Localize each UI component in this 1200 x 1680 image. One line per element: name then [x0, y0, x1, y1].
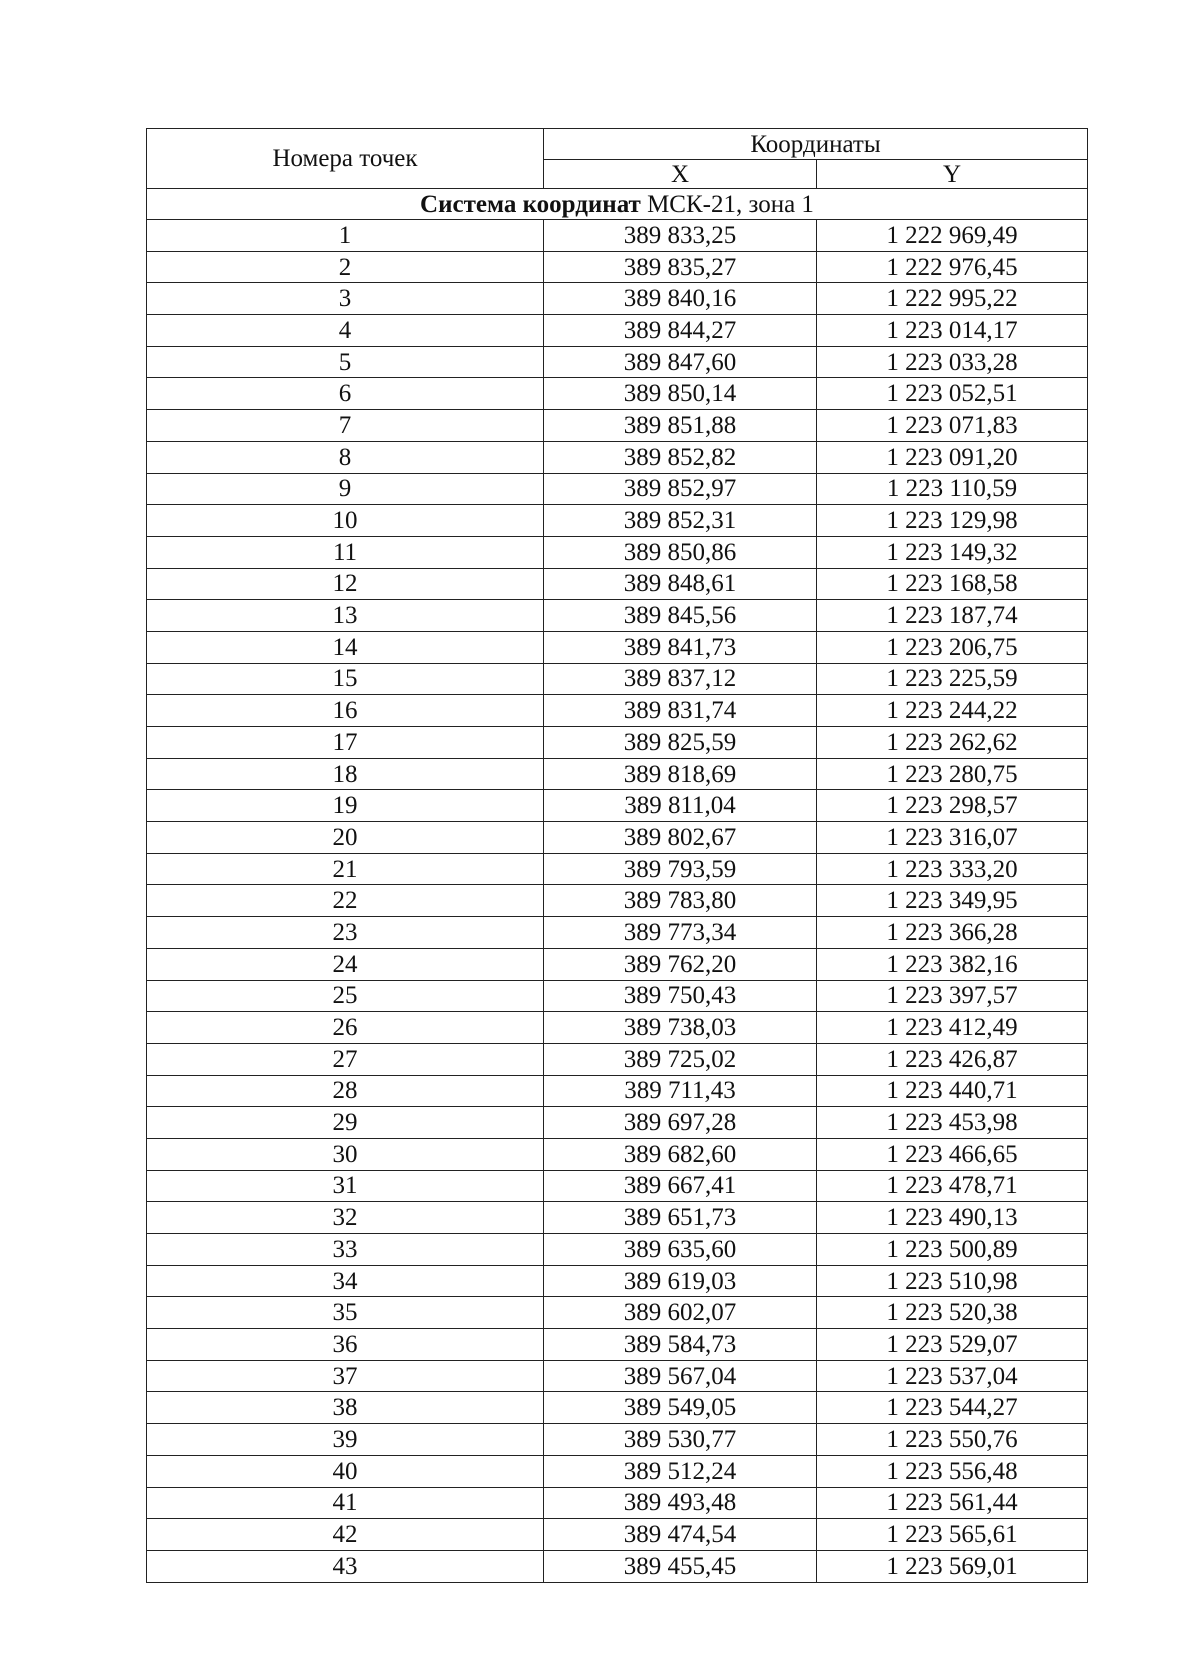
- point-number-cell: 12: [147, 568, 544, 600]
- x-coordinate-cell: 389 619,03: [544, 1265, 817, 1297]
- table-row: [147, 1519, 1088, 1551]
- y-coordinate-cell: 1 223 052,51: [817, 378, 1088, 410]
- x-coordinate-cell: 389 635,60: [544, 1234, 817, 1266]
- table-row: [147, 663, 1088, 695]
- point-number-cell: 32: [147, 1202, 544, 1234]
- y-coordinate-cell: 1 223 333,20: [817, 853, 1088, 885]
- y-coordinate-cell: 1 223 071,83: [817, 410, 1088, 442]
- x-coordinate-cell: 389 455,45: [544, 1550, 817, 1582]
- x-coordinate-cell: 389 841,73: [544, 631, 817, 663]
- y-coordinate-cell: 1 223 556,48: [817, 1455, 1088, 1487]
- table-row: [147, 917, 1088, 949]
- point-number-cell: 27: [147, 1043, 544, 1075]
- x-coordinate-cell: 389 773,34: [544, 917, 817, 949]
- x-coordinate-cell: 389 738,03: [544, 1012, 817, 1044]
- table-row: [147, 1392, 1088, 1424]
- point-number-cell: 21: [147, 853, 544, 885]
- x-coordinate-cell: 389 850,86: [544, 536, 817, 568]
- x-coordinate-cell: 389 725,02: [544, 1043, 817, 1075]
- table-row: [147, 283, 1088, 315]
- x-coordinate-cell: 389 651,73: [544, 1202, 817, 1234]
- y-coordinate-cell: 1 223 091,20: [817, 441, 1088, 473]
- table-row: [147, 980, 1088, 1012]
- point-number-cell: 2: [147, 251, 544, 283]
- coordinates-header: Координаты: [544, 129, 1088, 160]
- point-number-cell: 37: [147, 1360, 544, 1392]
- table-row: [147, 346, 1088, 378]
- point-number-cell: 22: [147, 885, 544, 917]
- point-number-cell: 28: [147, 1075, 544, 1107]
- point-number-cell: 41: [147, 1487, 544, 1519]
- point-number-cell: 29: [147, 1107, 544, 1139]
- point-number-cell: 18: [147, 758, 544, 790]
- y-coordinate-cell: 1 223 280,75: [817, 758, 1088, 790]
- table-row: [147, 220, 1088, 252]
- point-number-cell: 11: [147, 536, 544, 568]
- y-coordinate-cell: 1 223 316,07: [817, 822, 1088, 854]
- y-coordinate-cell: 1 223 366,28: [817, 917, 1088, 949]
- x-coordinate-cell: 389 845,56: [544, 600, 817, 632]
- y-coordinate-cell: 1 223 014,17: [817, 315, 1088, 347]
- point-number-cell: 19: [147, 790, 544, 822]
- x-coordinate-cell: 389 835,27: [544, 251, 817, 283]
- x-coordinate-cell: 389 848,61: [544, 568, 817, 600]
- point-number-cell: 42: [147, 1519, 544, 1551]
- table-row: [147, 727, 1088, 759]
- x-coordinate-cell: 389 783,80: [544, 885, 817, 917]
- table-row: [147, 1138, 1088, 1170]
- point-number-cell: 20: [147, 822, 544, 854]
- y-coordinate-cell: 1 222 976,45: [817, 251, 1088, 283]
- coordinate-system-row: [147, 189, 1088, 220]
- y-coordinate-cell: 1 223 187,74: [817, 600, 1088, 632]
- y-coordinate-cell: 1 223 478,71: [817, 1170, 1088, 1202]
- point-number-cell: 23: [147, 917, 544, 949]
- table-row: [147, 695, 1088, 727]
- table-row: [147, 885, 1088, 917]
- point-number-cell: 34: [147, 1265, 544, 1297]
- x-coordinate-cell: 389 852,31: [544, 505, 817, 537]
- point-number-cell: 17: [147, 727, 544, 759]
- y-coordinate-cell: 1 223 110,59: [817, 473, 1088, 505]
- x-coordinate-cell: 389 667,41: [544, 1170, 817, 1202]
- table-row: [147, 1234, 1088, 1266]
- y-coordinate-cell: 1 223 510,98: [817, 1265, 1088, 1297]
- point-number-cell: 10: [147, 505, 544, 537]
- x-coordinate-cell: 389 851,88: [544, 410, 817, 442]
- table-row: [147, 1424, 1088, 1456]
- y-coordinate-cell: 1 223 550,76: [817, 1424, 1088, 1456]
- point-number-cell: 9: [147, 473, 544, 505]
- table-row: [147, 1455, 1088, 1487]
- point-number-cell: 33: [147, 1234, 544, 1266]
- y-coordinate-cell: 1 223 466,65: [817, 1138, 1088, 1170]
- y-coordinate-cell: 1 223 206,75: [817, 631, 1088, 663]
- x-coordinate-cell: 389 750,43: [544, 980, 817, 1012]
- table-row: [147, 473, 1088, 505]
- points-number-header: Номера точек: [147, 129, 544, 189]
- y-coordinate-cell: 1 223 569,01: [817, 1550, 1088, 1582]
- x-coordinate-cell: 389 602,07: [544, 1297, 817, 1329]
- point-number-cell: 30: [147, 1138, 544, 1170]
- y-coordinate-cell: 1 223 561,44: [817, 1487, 1088, 1519]
- point-number-cell: 38: [147, 1392, 544, 1424]
- table-row: [147, 1265, 1088, 1297]
- x-coordinate-cell: 389 762,20: [544, 948, 817, 980]
- table-row: [147, 1075, 1088, 1107]
- x-coordinate-cell: 389 825,59: [544, 727, 817, 759]
- y-coordinate-cell: 1 223 149,32: [817, 536, 1088, 568]
- point-number-cell: 24: [147, 948, 544, 980]
- table-row: [147, 505, 1088, 537]
- y-coordinate-cell: 1 223 262,62: [817, 727, 1088, 759]
- table-row: [147, 315, 1088, 347]
- y-coordinate-cell: 1 223 244,22: [817, 695, 1088, 727]
- table-row: [147, 1170, 1088, 1202]
- y-coordinate-cell: 1 223 537,04: [817, 1360, 1088, 1392]
- point-number-cell: 14: [147, 631, 544, 663]
- y-coordinate-cell: 1 223 349,95: [817, 885, 1088, 917]
- x-coordinate-cell: 389 530,77: [544, 1424, 817, 1456]
- x-coordinate-cell: 389 840,16: [544, 283, 817, 315]
- table-row: [147, 568, 1088, 600]
- y-coordinate-cell: 1 223 397,57: [817, 980, 1088, 1012]
- x-coordinate-cell: 389 802,67: [544, 822, 817, 854]
- x-coordinate-cell: 389 844,27: [544, 315, 817, 347]
- table-row: [147, 1043, 1088, 1075]
- point-number-cell: 40: [147, 1455, 544, 1487]
- y-coordinate-cell: 1 223 426,87: [817, 1043, 1088, 1075]
- table-row: [147, 378, 1088, 410]
- table-row: [147, 1329, 1088, 1361]
- point-number-cell: 31: [147, 1170, 544, 1202]
- y-coordinate-cell: 1 223 440,71: [817, 1075, 1088, 1107]
- y-coordinate-cell: 1 223 565,61: [817, 1519, 1088, 1551]
- x-coordinate-cell: 389 852,82: [544, 441, 817, 473]
- y-coordinate-cell: 1 223 529,07: [817, 1329, 1088, 1361]
- point-number-cell: 39: [147, 1424, 544, 1456]
- x-coordinate-cell: 389 837,12: [544, 663, 817, 695]
- point-number-cell: 13: [147, 600, 544, 632]
- table-row: [147, 410, 1088, 442]
- table-row: [147, 1550, 1088, 1582]
- table-row: [147, 758, 1088, 790]
- table-row: [147, 600, 1088, 632]
- x-coordinate-cell: 389 831,74: [544, 695, 817, 727]
- x-coordinate-cell: 389 818,69: [544, 758, 817, 790]
- x-coordinate-cell: 389 549,05: [544, 1392, 817, 1424]
- table-row: [147, 536, 1088, 568]
- table-row: [147, 1297, 1088, 1329]
- x-coordinate-cell: 389 847,60: [544, 346, 817, 378]
- table-row: [147, 1107, 1088, 1139]
- y-coordinate-cell: 1 223 490,13: [817, 1202, 1088, 1234]
- point-number-cell: 25: [147, 980, 544, 1012]
- y-coordinate-cell: 1 223 033,28: [817, 346, 1088, 378]
- point-number-cell: 15: [147, 663, 544, 695]
- x-coordinate-cell: 389 711,43: [544, 1075, 817, 1107]
- point-number-cell: 36: [147, 1329, 544, 1361]
- point-number-cell: 3: [147, 283, 544, 315]
- y-column-header: Y: [817, 160, 1088, 189]
- table-row: [147, 1487, 1088, 1519]
- x-coordinate-cell: 389 512,24: [544, 1455, 817, 1487]
- y-coordinate-cell: 1 223 129,98: [817, 505, 1088, 537]
- point-number-cell: 4: [147, 315, 544, 347]
- coordinate-system-label: МСК-21, зона 1: [640, 190, 814, 218]
- table-row: [147, 853, 1088, 885]
- y-coordinate-cell: 1 223 412,49: [817, 1012, 1088, 1044]
- x-coordinate-cell: 389 850,14: [544, 378, 817, 410]
- point-number-cell: 8: [147, 441, 544, 473]
- x-coordinate-cell: 389 697,28: [544, 1107, 817, 1139]
- point-number-cell: 16: [147, 695, 544, 727]
- table-row: [147, 822, 1088, 854]
- point-number-cell: 1: [147, 220, 544, 252]
- y-coordinate-cell: 1 223 225,59: [817, 663, 1088, 695]
- table-row: [147, 948, 1088, 980]
- y-coordinate-cell: 1 222 969,49: [817, 220, 1088, 252]
- point-number-cell: 43: [147, 1550, 544, 1582]
- point-number-cell: 5: [147, 346, 544, 378]
- x-coordinate-cell: 389 567,04: [544, 1360, 817, 1392]
- point-number-cell: 7: [147, 410, 544, 442]
- x-coordinate-cell: 389 852,97: [544, 473, 817, 505]
- x-coordinate-cell: 389 474,54: [544, 1519, 817, 1551]
- y-coordinate-cell: 1 223 298,57: [817, 790, 1088, 822]
- table-row: [147, 1360, 1088, 1392]
- y-coordinate-cell: 1 223 544,27: [817, 1392, 1088, 1424]
- table-row: [147, 441, 1088, 473]
- point-number-cell: 6: [147, 378, 544, 410]
- table-row: [147, 790, 1088, 822]
- y-coordinate-cell: 1 223 520,38: [817, 1297, 1088, 1329]
- x-coordinate-cell: 389 793,59: [544, 853, 817, 885]
- x-coordinate-cell: 389 811,04: [544, 790, 817, 822]
- y-coordinate-cell: 1 223 453,98: [817, 1107, 1088, 1139]
- x-coordinate-cell: 389 493,48: [544, 1487, 817, 1519]
- x-coordinate-cell: 389 584,73: [544, 1329, 817, 1361]
- y-coordinate-cell: 1 223 168,58: [817, 568, 1088, 600]
- coordinate-system-bold-label: Система координат: [420, 190, 641, 218]
- x-column-header: X: [544, 160, 817, 189]
- y-coordinate-cell: 1 222 995,22: [817, 283, 1088, 315]
- table-row: [147, 251, 1088, 283]
- x-coordinate-cell: 389 682,60: [544, 1138, 817, 1170]
- y-coordinate-cell: 1 223 500,89: [817, 1234, 1088, 1266]
- coordinates-table-body: [147, 220, 1088, 1583]
- x-coordinate-cell: 389 833,25: [544, 220, 817, 252]
- point-number-cell: 26: [147, 1012, 544, 1044]
- table-row: [147, 1202, 1088, 1234]
- point-number-cell: 35: [147, 1297, 544, 1329]
- y-coordinate-cell: 1 223 382,16: [817, 948, 1088, 980]
- table-row: [147, 1012, 1088, 1044]
- coordinates-table: [146, 128, 1088, 1583]
- table-row: [147, 631, 1088, 663]
